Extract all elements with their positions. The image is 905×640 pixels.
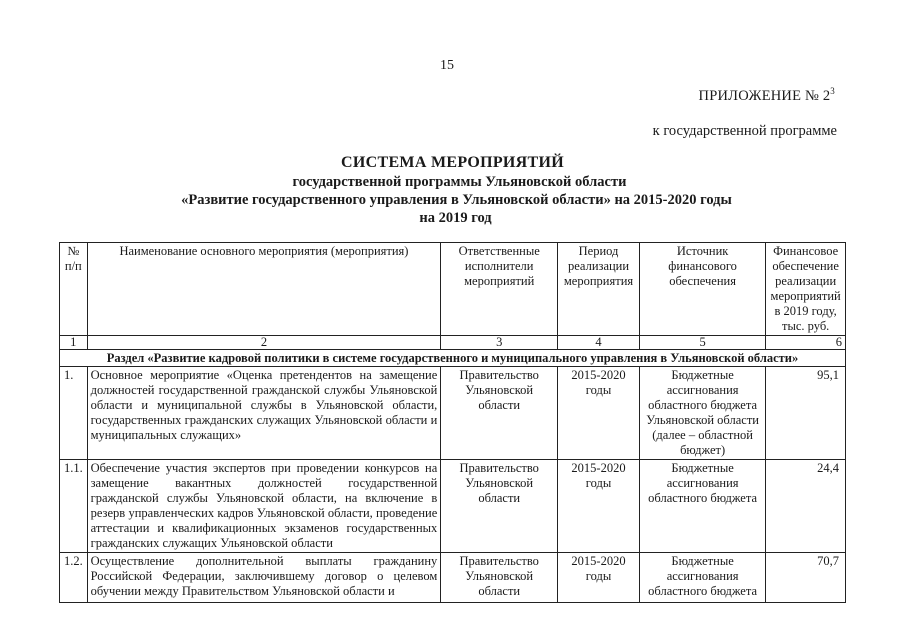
row-source: Бюджетные ассигнования областного бюджета bbox=[639, 553, 765, 603]
header-amount: Финансовое обеспечение реализации мероприятий в 2019 году, тыс. руб. bbox=[766, 243, 846, 336]
column-number: 2 bbox=[87, 336, 441, 350]
header-period: Период реализации мероприятия bbox=[558, 243, 640, 336]
row-amount: 70,7 bbox=[766, 553, 846, 603]
table-row bbox=[60, 367, 846, 460]
appendix-superscript: 3 bbox=[830, 86, 835, 97]
row-number: 1.2. bbox=[60, 553, 88, 603]
column-number: 3 bbox=[441, 336, 558, 350]
row-number: 1.1. bbox=[60, 460, 88, 553]
section-row bbox=[60, 350, 846, 367]
header-source: Источник финансового обеспечения bbox=[639, 243, 765, 336]
measures-table bbox=[59, 242, 846, 603]
header-responsible: Ответственные исполнители мероприятий bbox=[441, 243, 558, 336]
row-number: 1. bbox=[60, 367, 88, 460]
row-name: Осуществление дополнительной выплаты гражданину Российской Федерации, заключившему договор о целевом обучении между Правительством Ульяновской области и bbox=[87, 553, 441, 603]
appendix-text: ПРИЛОЖЕНИЕ № 2 bbox=[698, 88, 831, 104]
row-source: Бюджетные ассигнования областного бюджета Ульяновской области (далее – областной бюджет) bbox=[639, 367, 765, 460]
table-header-row bbox=[60, 243, 846, 336]
table-row bbox=[60, 553, 846, 603]
title-line-4: на 2019 год bbox=[419, 210, 492, 226]
title-line-3: «Развитие государственного управления в Ульяновской области» на 2015-2020 годы bbox=[181, 192, 732, 208]
column-number: 6 bbox=[766, 336, 846, 350]
title-line-2: государственной программы Ульяновской области bbox=[292, 174, 627, 190]
row-amount: 95,1 bbox=[766, 367, 846, 460]
column-number: 4 bbox=[558, 336, 640, 350]
row-period: 2015-2020 годы bbox=[558, 460, 640, 553]
row-name: Основное мероприятие «Оценка претендентов на замещение должностей государственной гражданской службы Ульяновской области и муниципальной службы в Ульяновской области, государственных гражданских служащих Ульяновской области и муниципальных служащих» bbox=[87, 367, 441, 460]
row-name: Обеспечение участия экспертов при проведении конкурсов на замещение вакантных должностей государственной гражданской службы Ульяновской области, на включение в резерв управленческих кадров Ульяновской области, проведение аттестации и квалификационных экзаменов государственных гражданских служащих Ульяновской области bbox=[87, 460, 441, 553]
program-reference: к государственной программе bbox=[652, 123, 837, 139]
row-period: 2015-2020 годы bbox=[558, 367, 640, 460]
row-responsible: Правительство Ульяновской области bbox=[441, 553, 558, 603]
row-source: Бюджетные ассигнования областного бюджета bbox=[639, 460, 765, 553]
header-number: № п/п bbox=[60, 243, 88, 336]
column-number-row bbox=[60, 336, 846, 350]
row-amount: 24,4 bbox=[766, 460, 846, 553]
row-period: 2015-2020 годы bbox=[558, 553, 640, 603]
row-responsible: Правительство Ульяновской области bbox=[441, 367, 558, 460]
document-title bbox=[0, 153, 905, 227]
appendix-label bbox=[699, 88, 835, 105]
title-line-1: СИСТЕМА МЕРОПРИЯТИЙ bbox=[341, 154, 564, 171]
column-number: 5 bbox=[639, 336, 765, 350]
page-number: 15 bbox=[440, 58, 454, 73]
section-title: Раздел «Развитие кадровой политики в системе государственного и муниципального управления в Ульяновской области» bbox=[60, 350, 846, 367]
row-responsible: Правительство Ульяновской области bbox=[441, 460, 558, 553]
header-name: Наименование основного мероприятия (мероприятия) bbox=[87, 243, 441, 336]
table-row bbox=[60, 460, 846, 553]
column-number: 1 bbox=[60, 336, 88, 350]
